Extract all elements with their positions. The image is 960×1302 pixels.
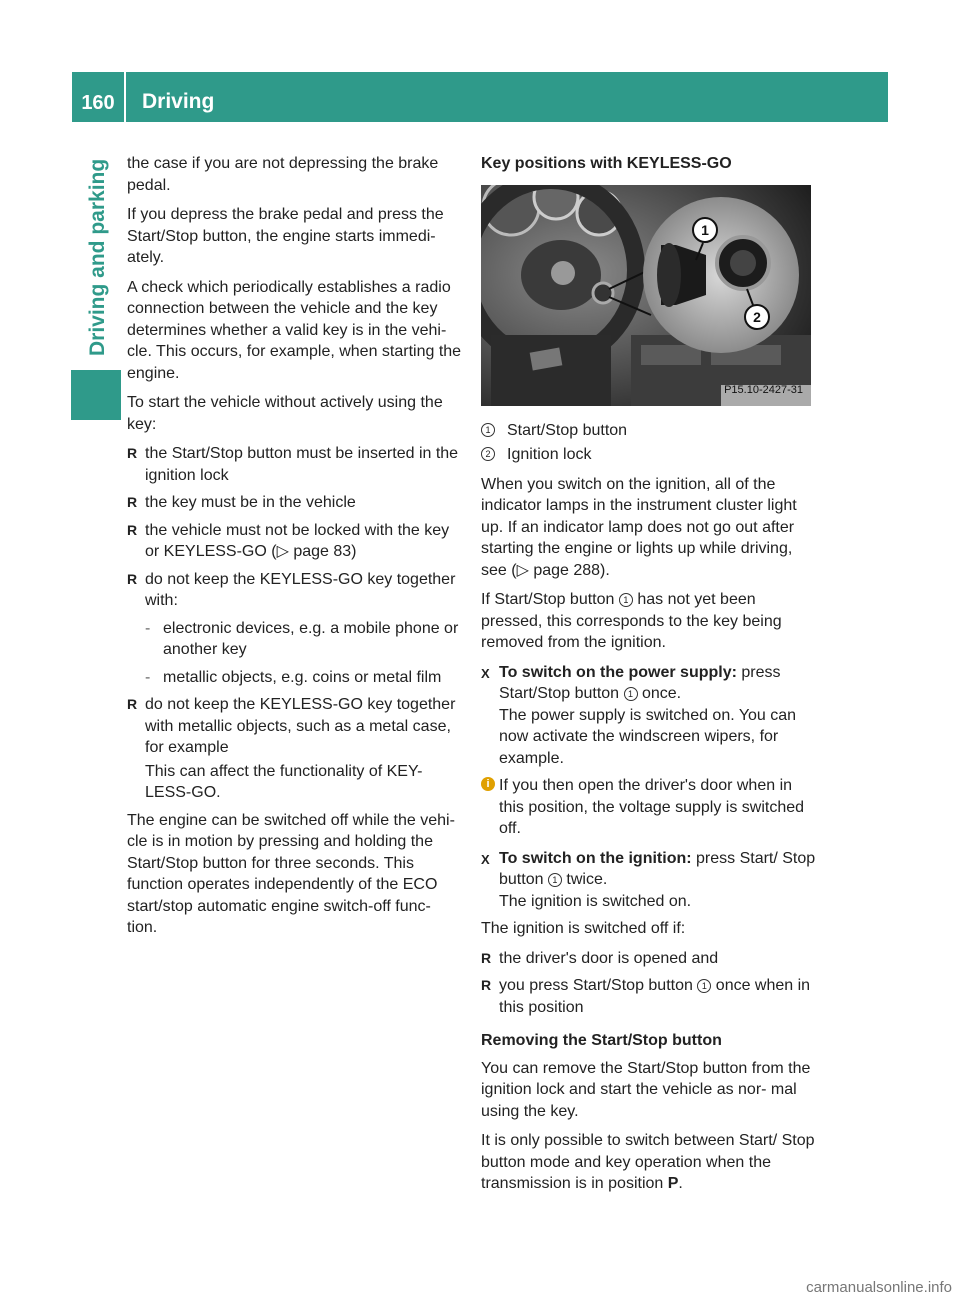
dash-marker: - — [145, 668, 151, 686]
text: It is only possible to switch between Start/ Stop button mode and key operation when the transmission is in position — [481, 1132, 815, 1192]
side-tab-label: Driving and parking — [86, 158, 109, 356]
step-marker: X — [481, 851, 490, 867]
subheading: Removing the Start/Stop button — [481, 1032, 722, 1049]
legend-label: Start/Stop button — [507, 421, 628, 439]
bullet-marker: R — [481, 949, 492, 966]
legend-number: 2 — [481, 447, 495, 461]
bullet-marker: R — [127, 494, 138, 510]
step-item — [481, 848, 817, 913]
subheading: Key positions with KEYLESS-GO — [481, 155, 732, 172]
text: . — [678, 1175, 683, 1192]
step-result: The power supply is switched on. You can now activate the windscreen wipers, for example. — [499, 706, 797, 767]
bullet-text: the driver's door is opened and — [499, 949, 719, 967]
step-item — [481, 662, 817, 770]
bullet-marker: R — [127, 570, 138, 587]
bullet-text: do not keep the KEYLESS-GO key together with metallic objects, such as a metal case, for example — [145, 696, 456, 756]
bullet-item — [127, 694, 463, 759]
paragraph — [481, 1130, 817, 1195]
paragraph: You can remove the Start/Stop button from the ignition lock and start the vehicle as nor- mal using the key. — [481, 1059, 811, 1120]
bullet-text: you press Start/Stop button — [499, 977, 693, 994]
step-result: The ignition is switched on. — [499, 892, 692, 910]
callout-1: 1 — [701, 221, 709, 238]
text: twice. — [561, 871, 608, 888]
left-column — [127, 153, 463, 947]
text: press Start/ Stop button — [499, 849, 816, 888]
paragraph — [481, 589, 817, 654]
bullet-note: This can affect the functionality of KEY- LESS-GO. — [145, 762, 423, 801]
bullet-item — [127, 443, 463, 486]
page-number: 160 — [81, 92, 115, 114]
legend-item — [481, 420, 817, 442]
info-icon: i — [481, 777, 495, 791]
callout-ref: 1 — [697, 979, 711, 993]
sub-list-item — [127, 618, 463, 661]
paragraph: To start the vehicle without actively using the key: — [127, 394, 443, 433]
section-title: Driving — [142, 90, 215, 113]
bullet-text: the vehicle must not be locked with the key or KEYLESS-GO (▷ page 83) — [145, 521, 450, 560]
paragraph: A check which periodically establishes a radio connection between the vehicle and the key determines whether a valid key is in the vehi- cle. This occurs, for example, when starting the engine. — [127, 278, 462, 382]
callout-ref: 1 — [619, 593, 633, 607]
bullet-marker: R — [127, 696, 138, 712]
dashboard-photo — [481, 185, 811, 406]
text: press Start/Stop button — [499, 663, 781, 702]
info-text: If you then open the driver's door when in this position, the voltage supply is switched off. — [499, 777, 805, 837]
dash-marker: - — [145, 619, 151, 637]
paragraph: When you switch on the ignition, all of the indicator lamps in the instrument cluster light up. If an indicator lamp does not go out after starting the engine or lights up while driving, see (▷ page 288). — [481, 475, 797, 579]
callout-ref: 1 — [624, 687, 638, 701]
bullet-item — [127, 492, 463, 514]
bullet-marker: R — [127, 445, 138, 461]
bullet-item — [481, 975, 817, 1018]
text: once. — [637, 685, 682, 702]
text: If Start/Stop button — [481, 591, 615, 608]
paragraph: The ignition is switched off if: — [481, 920, 686, 937]
legend-item — [481, 444, 817, 466]
callout-ref: 1 — [548, 873, 562, 887]
step-marker: X — [481, 665, 490, 681]
side-tab-marker — [71, 370, 121, 420]
watermark: carmanualsonline.info — [806, 1279, 952, 1296]
step-label: To switch on the power supply: — [499, 663, 737, 681]
sub-list-item — [127, 667, 463, 689]
bullet-item — [481, 948, 817, 970]
paragraph: If you depress the brake pedal and press the Start/Stop button, the engine starts immedi- ately. — [127, 206, 444, 266]
bullet-text: once when in this position — [499, 977, 811, 1016]
bullet-item — [127, 520, 463, 563]
paragraph: The engine can be switched off while the vehi- cle is in motion by pressing and holding the Start/Stop button for three seconds. This function operates independently of the ECO start/stop automatic engine switch-off func- tion. — [127, 811, 455, 936]
sub-list-text: electronic devices, e.g. a mobile phone or another key — [163, 619, 459, 658]
header-divider — [124, 72, 126, 122]
bullet-marker: R — [127, 521, 138, 538]
text: has not yet been pressed, this corresponds to the key being removed from the ignition. — [481, 591, 782, 651]
bullet-item — [127, 569, 463, 612]
bullet-text: the Start/Stop button must be inserted in the ignition lock — [145, 445, 459, 484]
bullet-text: the key must be in the vehicle — [145, 494, 356, 511]
sub-list-text: metallic objects, e.g. coins or metal film — [163, 668, 442, 686]
info-note — [481, 775, 817, 840]
legend-label: Ignition lock — [507, 446, 592, 463]
paragraph: the case if you are not depressing the brake pedal. — [127, 155, 439, 194]
bullet-text: do not keep the KEYLESS-GO key together with: — [145, 570, 456, 609]
image-code: P15.10-2427-31 — [724, 384, 803, 396]
step-label: To switch on the ignition: — [499, 849, 692, 867]
right-column — [481, 153, 817, 1203]
legend-number: 1 — [481, 423, 495, 437]
callout-2: 2 — [753, 308, 761, 325]
dashboard-illustration — [481, 185, 811, 406]
bullet-marker: R — [481, 977, 492, 993]
gear-position: P — [667, 1175, 679, 1192]
